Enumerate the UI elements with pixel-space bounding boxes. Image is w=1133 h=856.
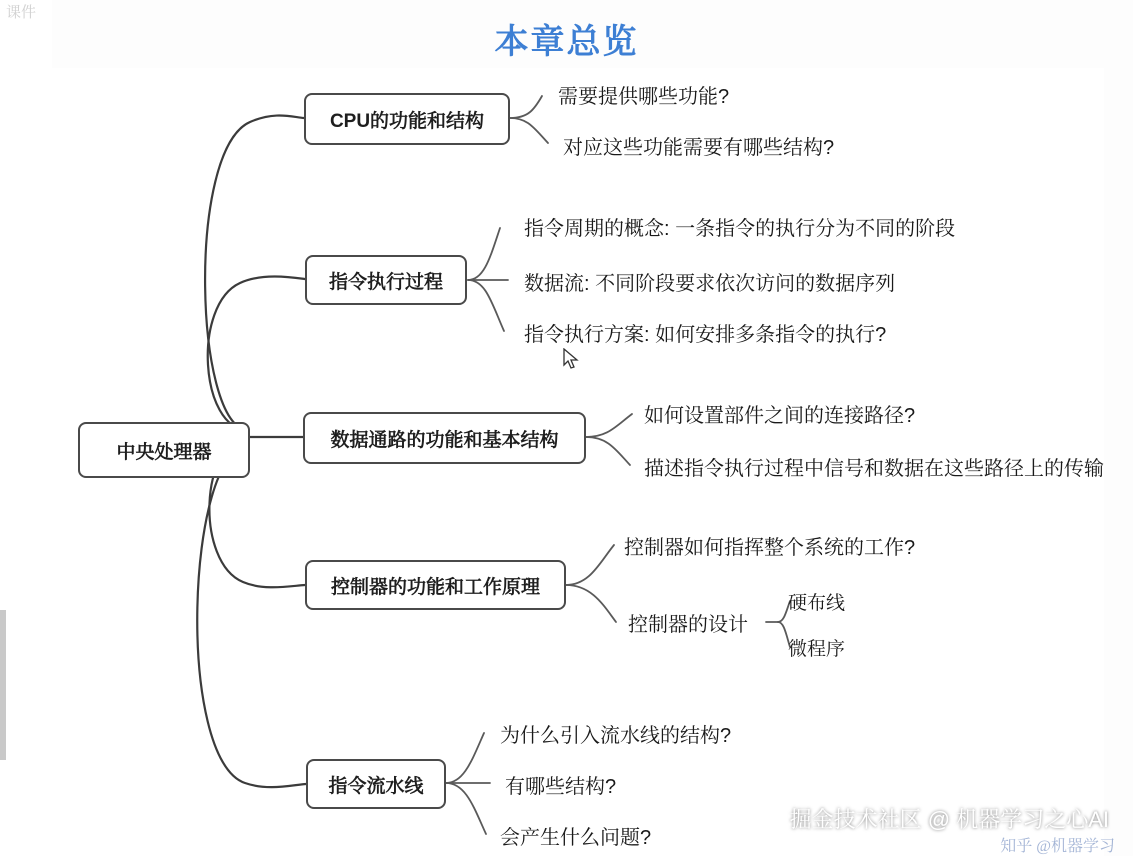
mindmap-branch-instruction-execution[interactable] (305, 255, 467, 305)
mindmap-leaf-controller-design: 控制器的设计 (628, 614, 748, 636)
mindmap-leaf-cpu-structures: 对应这些功能需要有哪些结构? (563, 137, 835, 159)
mindmap-branch-label: CPU的功能和结构 (329, 110, 485, 132)
page-title: 本章总览 (494, 24, 639, 61)
mindmap-branch-controller[interactable] (305, 560, 566, 610)
mindmap-branch-label: 指令执行过程 (328, 271, 443, 293)
mindmap-leaf-pipeline-structures: 有哪些结构? (505, 776, 617, 798)
mindmap-leaf-connection-path: 如何设置部件之间的连接路径? (644, 405, 916, 427)
mindmap-leaf-instruction-cycle: 指令周期的概念: 一条指令的执行分为不同的阶段 (524, 218, 956, 240)
mindmap-branch-cpu-function-structure[interactable] (304, 93, 510, 145)
mindmap-leaf-data-flow: 数据流: 不同阶段要求依次访问的数据序列 (524, 273, 896, 295)
bottom-watermark: 知乎 @机器学习 (1000, 838, 1115, 855)
right-watermark: 掘金技术社区 @ 机器学习之心AI (789, 807, 1109, 832)
mindmap-leaf-microprogram: 微程序 (788, 639, 846, 660)
mindmap-leaf-pipeline-problems: 会产生什么问题? (500, 827, 652, 849)
mindmap-leaf-controller-command: 控制器如何指挥整个系统的工作? (624, 537, 916, 559)
mindmap-branch-label: 控制器的功能和工作原理 (330, 576, 540, 598)
mindmap-leaf-pipeline-why: 为什么引入流水线的结构? (500, 725, 732, 747)
left-edge-marker (0, 610, 6, 760)
mindmap-leaf-execution-scheme: 指令执行方案: 如何安排多条指令的执行? (524, 324, 887, 346)
mindmap-root-label: 中央处理器 (116, 441, 212, 463)
left-watermark: 课件 (6, 5, 37, 21)
mindmap-leaf-hardwired: 硬布线 (788, 593, 846, 614)
left-margin-strip (0, 0, 52, 856)
mindmap-branch-datapath[interactable] (303, 412, 586, 464)
mouse-pointer-icon (563, 348, 581, 370)
mindmap-branch-label: 数据通路的功能和基本结构 (330, 429, 559, 451)
mindmap-leaf-signal-transfer: 描述指令执行过程中信号和数据在这些路径上的传输 (644, 458, 1104, 480)
mindmap-root-node[interactable] (78, 422, 250, 478)
mindmap-leaf-cpu-functions: 需要提供哪些功能? (558, 86, 730, 108)
mindmap-branch-label: 指令流水线 (328, 775, 424, 797)
mindmap-branch-pipeline[interactable] (306, 759, 446, 809)
